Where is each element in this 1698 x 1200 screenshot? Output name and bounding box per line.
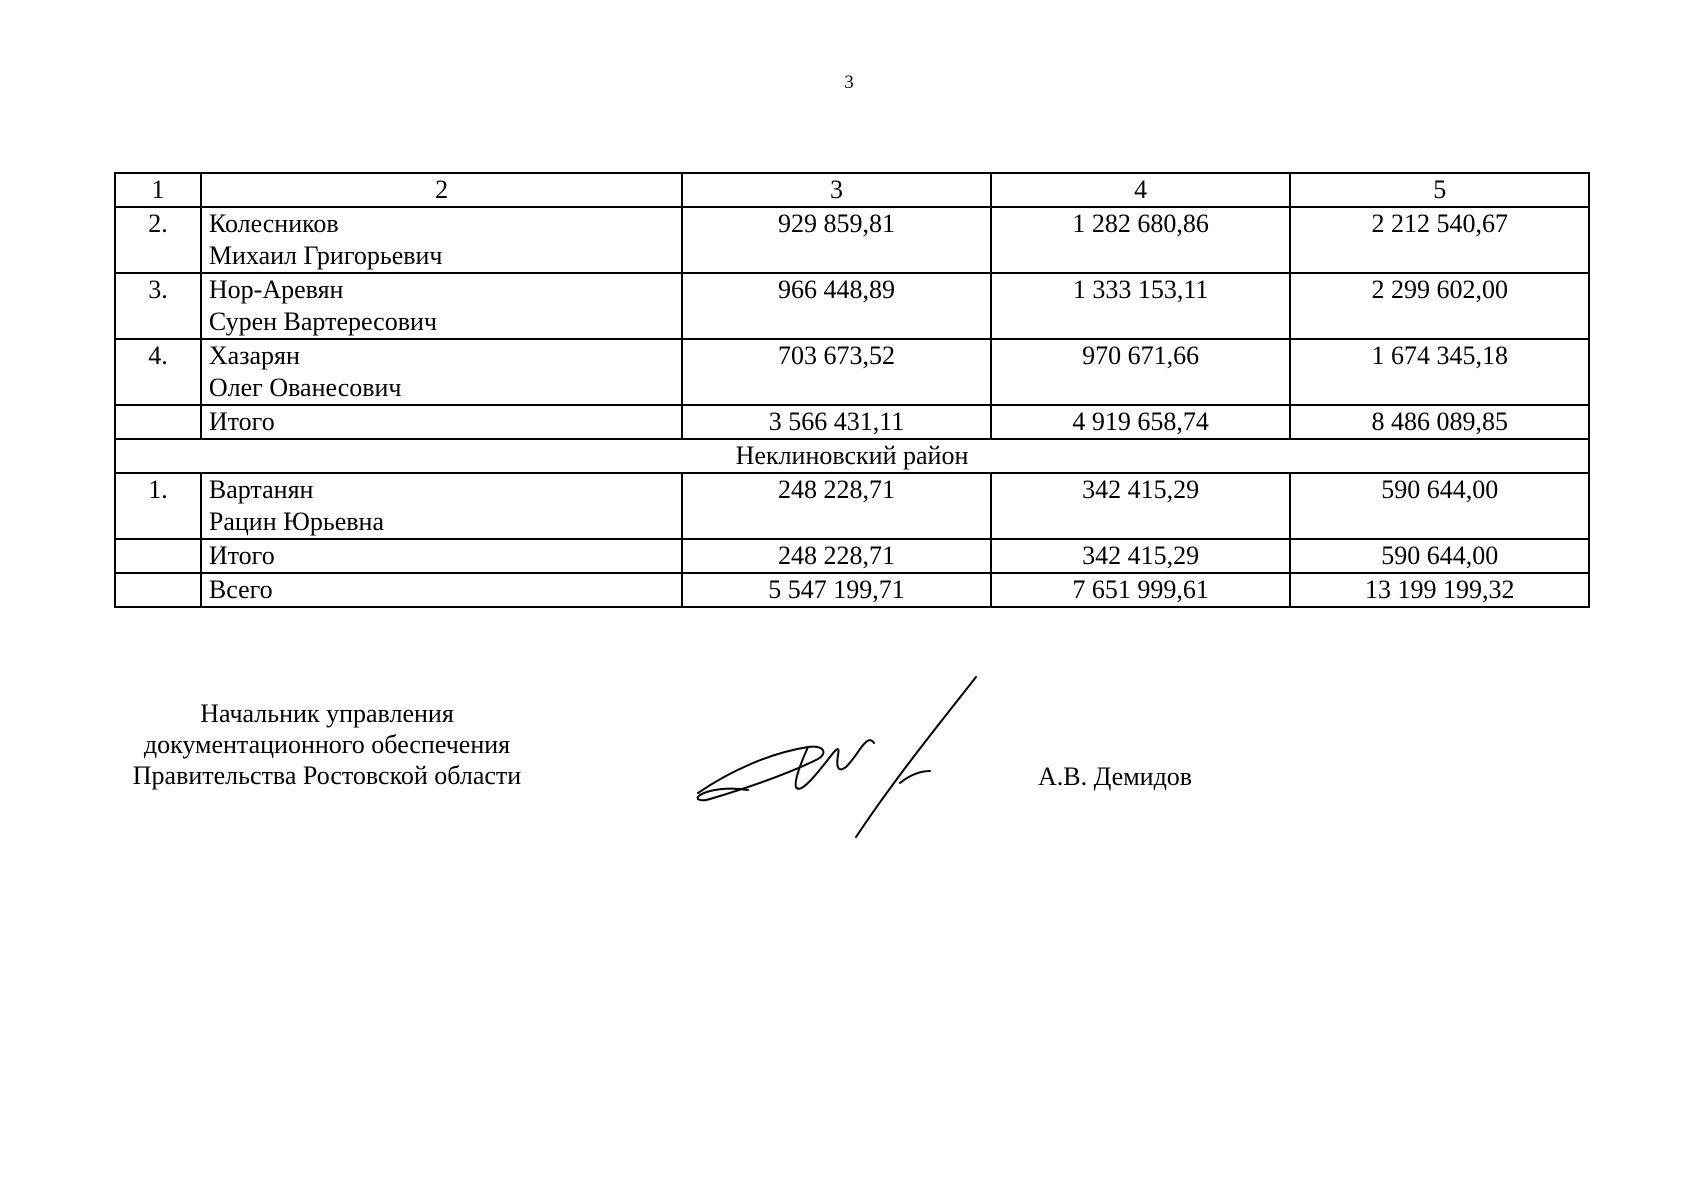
row-name	[201, 207, 682, 273]
header-cell-5: 5	[1290, 173, 1589, 207]
table-row	[115, 273, 1589, 339]
district-row	[115, 439, 1589, 473]
subtotal-col5: 590 644,00	[1290, 539, 1589, 573]
subtotal-index-empty	[115, 539, 201, 573]
total-index-empty	[115, 573, 201, 607]
signer-position-line-1: Начальник управления	[200, 699, 454, 728]
header-cell-2: 2	[201, 173, 682, 207]
table-row	[115, 207, 1589, 273]
subtotal-col4: 4 919 658,74	[991, 405, 1291, 439]
row-index: 4.	[115, 339, 201, 405]
row-given-names: Олег Ованесович	[208, 373, 402, 402]
subtotal-col3: 248 228,71	[682, 539, 991, 573]
table-header-row	[115, 173, 1589, 207]
row-col3: 929 859,81	[682, 207, 991, 273]
subtotal-label: Итого	[201, 405, 682, 439]
row-col5: 1 674 345,18	[1290, 339, 1589, 405]
row-col5: 2 212 540,67	[1290, 207, 1589, 273]
row-name	[201, 473, 682, 539]
table-row	[115, 339, 1589, 405]
row-col5: 2 299 602,00	[1290, 273, 1589, 339]
subtotal-col3: 3 566 431,11	[682, 405, 991, 439]
row-col3: 703 673,52	[682, 339, 991, 405]
table-row	[115, 473, 1589, 539]
subtotal-col5: 8 486 089,85	[1290, 405, 1589, 439]
total-col5: 13 199 199,32	[1290, 573, 1589, 607]
row-col4: 1 282 680,86	[991, 207, 1291, 273]
row-col4: 970 671,66	[991, 339, 1291, 405]
row-given-names: Михаил Григорьевич	[208, 241, 443, 270]
row-col3: 966 448,89	[682, 273, 991, 339]
row-surname: Вартанян	[208, 475, 314, 504]
subtotal-row	[115, 539, 1589, 573]
row-col3: 248 228,71	[682, 473, 991, 539]
row-name	[201, 273, 682, 339]
row-given-names: Сурен Вартересович	[208, 307, 437, 336]
header-cell-4: 4	[991, 173, 1291, 207]
subtotal-index-empty	[115, 405, 201, 439]
row-index: 2.	[115, 207, 201, 273]
row-given-names: Рацин Юрьевна	[208, 507, 384, 536]
row-surname: Нор-Аревян	[208, 275, 344, 304]
signer-position	[112, 698, 542, 791]
row-index: 1.	[115, 473, 201, 539]
row-surname: Колесников	[208, 209, 339, 238]
total-row	[115, 573, 1589, 607]
handwritten-signature	[690, 675, 980, 840]
row-col5: 590 644,00	[1290, 473, 1589, 539]
total-col4: 7 651 999,61	[991, 573, 1291, 607]
page-number: 3	[844, 72, 854, 93]
subtotal-row	[115, 405, 1589, 439]
row-col4: 342 415,29	[991, 473, 1291, 539]
row-name	[201, 339, 682, 405]
header-cell-3: 3	[682, 173, 991, 207]
header-cell-1: 1	[115, 173, 201, 207]
district-name: Неклиновский район	[115, 439, 1589, 473]
payments-table	[114, 172, 1590, 608]
signer-name: А.В. Демидов	[1038, 762, 1193, 791]
row-col4: 1 333 153,11	[991, 273, 1291, 339]
row-index: 3.	[115, 273, 201, 339]
row-surname: Хазарян	[208, 341, 300, 370]
subtotal-col4: 342 415,29	[991, 539, 1291, 573]
signer-position-line-3: Правительства Ростовской области	[132, 761, 522, 790]
signer-position-line-2: документационного обеспечения	[143, 730, 511, 759]
subtotal-label: Итого	[201, 539, 682, 573]
total-col3: 5 547 199,71	[682, 573, 991, 607]
total-label: Всего	[201, 573, 682, 607]
